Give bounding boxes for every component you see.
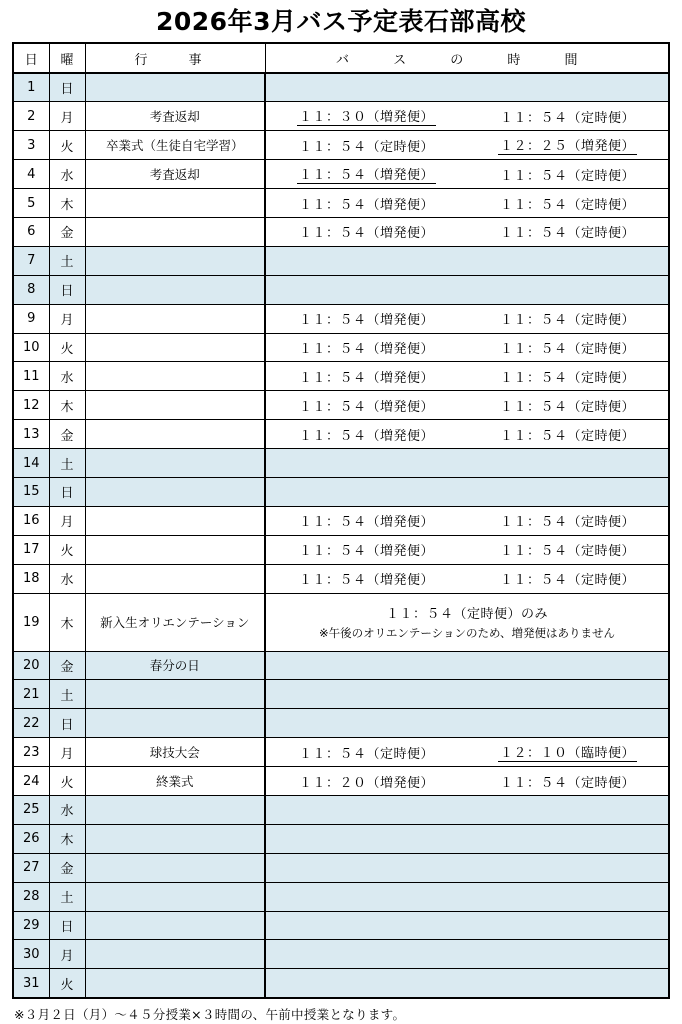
event-cell (85, 246, 265, 275)
bus-cell (265, 217, 669, 246)
weekday-cell: 月 (49, 506, 85, 535)
table-row (13, 535, 669, 564)
table-row (13, 160, 669, 189)
table-row (13, 102, 669, 131)
day-cell: 20 (13, 651, 49, 680)
day-cell: 1 (13, 73, 49, 102)
bus-time-first: １１：５４（増発便） (298, 515, 434, 531)
header-event: 行 事 (85, 43, 265, 73)
table-row (13, 969, 669, 998)
event-cell: 卒業式（生徒自宅学習） (85, 131, 265, 160)
weekday-cell: 火 (49, 131, 85, 160)
bus-cell (265, 882, 669, 911)
bus-time-first: １１：５４（定時便） (298, 139, 434, 155)
day-cell: 8 (13, 275, 49, 304)
bus-times (266, 164, 668, 184)
bus-time-second: １１：５４（定時便） (499, 226, 635, 242)
table-row (13, 333, 669, 362)
weekday-cell: 日 (49, 911, 85, 940)
bus-cell (265, 449, 669, 478)
bus-cell (265, 73, 669, 102)
bus-times (266, 540, 668, 559)
table-row (13, 217, 669, 246)
bus-times (266, 309, 668, 328)
bus-cell (265, 160, 669, 189)
table-row (13, 189, 669, 218)
event-cell (85, 969, 265, 998)
header-row (13, 43, 669, 73)
bus-time-first: １１：５４（増発便） (298, 313, 434, 329)
event-cell (85, 477, 265, 506)
event-cell: 考査返却 (85, 102, 265, 131)
bus-times (266, 425, 668, 444)
weekday-cell: 金 (49, 217, 85, 246)
day-cell: 25 (13, 795, 49, 824)
bus-cell (265, 477, 669, 506)
bus-cell (265, 506, 669, 535)
table-row (13, 767, 669, 796)
bus-cell (265, 767, 669, 796)
event-cell (85, 853, 265, 882)
bus-times (266, 772, 668, 791)
event-cell (85, 795, 265, 824)
bus-cell (265, 275, 669, 304)
bus-times (266, 135, 668, 155)
bus-cell (265, 102, 669, 131)
schedule-body (13, 73, 669, 998)
bus-time-second: １２：１０（臨時便） (498, 742, 637, 762)
weekday-cell: 日 (49, 477, 85, 506)
bus-cell (265, 246, 669, 275)
day-cell: 26 (13, 824, 49, 853)
table-row (13, 362, 669, 391)
bus-cell (265, 795, 669, 824)
bus-time-second: １１：５４（定時便） (499, 775, 635, 791)
bus-cell (265, 189, 669, 218)
table-row (13, 564, 669, 593)
bus-cell (265, 304, 669, 333)
weekday-cell: 月 (49, 304, 85, 333)
header-day: 日 (13, 43, 49, 73)
bus-time-first: １１：３０（増発便） (297, 106, 436, 126)
header-bus: バ ス の 時 間 (265, 43, 669, 73)
weekday-cell: 火 (49, 969, 85, 998)
weekday-cell: 木 (49, 824, 85, 853)
bus-time-second: １１：５４（定時便） (499, 515, 635, 531)
table-row (13, 709, 669, 738)
table-row (13, 73, 669, 102)
day-cell: 11 (13, 362, 49, 391)
weekday-cell: 土 (49, 680, 85, 709)
event-cell (85, 940, 265, 969)
weekday-cell: 日 (49, 73, 85, 102)
day-cell: 14 (13, 449, 49, 478)
bus-cell (265, 593, 669, 651)
day-cell: 23 (13, 738, 49, 767)
event-cell (85, 275, 265, 304)
event-cell (85, 882, 265, 911)
weekday-cell: 水 (49, 795, 85, 824)
weekday-cell: 土 (49, 882, 85, 911)
day-cell: 21 (13, 680, 49, 709)
table-row (13, 246, 669, 275)
bus-time-first: １１：５４（増発便） (298, 428, 434, 444)
weekday-cell: 月 (49, 102, 85, 131)
bus-time-first: １１：５４（増発便） (298, 370, 434, 386)
bus-cell (265, 131, 669, 160)
event-cell (85, 391, 265, 420)
day-cell: 10 (13, 333, 49, 362)
table-row (13, 304, 669, 333)
bus-cell (265, 969, 669, 998)
bus-time-second: １１：５４（定時便） (499, 370, 635, 386)
bus-time-first: １１：５４（増発便） (298, 573, 434, 589)
day-cell: 22 (13, 709, 49, 738)
bus-time-second: １１：５４（定時便） (499, 110, 635, 126)
event-cell: 終業式 (85, 767, 265, 796)
bus-time-second: １１：５４（定時便） (499, 341, 635, 357)
table-row (13, 911, 669, 940)
bus-cell (265, 680, 669, 709)
event-cell (85, 911, 265, 940)
bus-time-second: １２：２５（増発便） (498, 135, 637, 155)
table-row (13, 131, 669, 160)
bus-times (266, 367, 668, 386)
table-row (13, 449, 669, 478)
table-row (13, 420, 669, 449)
day-cell: 16 (13, 506, 49, 535)
bus-cell (265, 824, 669, 853)
bus-times (266, 106, 668, 126)
day-cell: 4 (13, 160, 49, 189)
table-row (13, 738, 669, 767)
table-row (13, 795, 669, 824)
table-row (13, 651, 669, 680)
bus-cell (265, 362, 669, 391)
weekday-cell: 日 (49, 709, 85, 738)
weekday-cell: 月 (49, 738, 85, 767)
event-cell (85, 535, 265, 564)
bus-time-first: １１：５４（増発便） (298, 197, 434, 213)
event-cell: 球技大会 (85, 738, 265, 767)
bus-cell (265, 651, 669, 680)
bus-times (266, 396, 668, 415)
bus-cell (265, 738, 669, 767)
bus-time-second: １１：５４（定時便） (499, 168, 635, 184)
bus-time-first: １１：５４（増発便） (297, 164, 436, 184)
weekday-cell: 土 (49, 246, 85, 275)
day-cell: 6 (13, 217, 49, 246)
weekday-cell: 火 (49, 535, 85, 564)
table-row (13, 506, 669, 535)
bus-times (266, 511, 668, 530)
weekday-cell: 日 (49, 275, 85, 304)
event-cell (85, 333, 265, 362)
bus-time-second: １１：５４（定時便） (499, 573, 635, 589)
event-cell (85, 506, 265, 535)
event-cell (85, 564, 265, 593)
event-cell (85, 449, 265, 478)
bus-cell (265, 911, 669, 940)
bus-time-second: １１：５４（定時便） (499, 544, 635, 560)
table-row (13, 882, 669, 911)
bus-time-first: １１：５４（定時便） (298, 746, 434, 762)
event-cell (85, 824, 265, 853)
day-cell: 12 (13, 391, 49, 420)
event-cell (85, 709, 265, 738)
bus-time-second: １１：５４（定時便） (499, 399, 635, 415)
bus-cell (265, 420, 669, 449)
weekday-cell: 金 (49, 651, 85, 680)
bus-time-second: １１：５４（定時便） (499, 313, 635, 329)
bus-time-first: １１：５４（増発便） (298, 226, 434, 242)
bus-times (266, 569, 668, 588)
day-cell: 17 (13, 535, 49, 564)
bus-time-first: １１：２０（増発便） (298, 775, 434, 791)
bus-time-second: １１：５４（定時便） (499, 197, 635, 213)
bus-cell (265, 709, 669, 738)
table-row (13, 680, 669, 709)
event-cell (85, 189, 265, 218)
event-cell: 新入生オリエンテーション (85, 593, 265, 651)
day-cell: 13 (13, 420, 49, 449)
day-cell: 15 (13, 477, 49, 506)
table-row (13, 593, 669, 651)
weekday-cell: 月 (49, 940, 85, 969)
day-cell: 31 (13, 969, 49, 998)
event-cell: 考査返却 (85, 160, 265, 189)
bus-time-first: １１：５４（増発便） (298, 399, 434, 415)
day-cell: 3 (13, 131, 49, 160)
day-cell: 28 (13, 882, 49, 911)
bus-cell (265, 333, 669, 362)
weekday-cell: 火 (49, 767, 85, 796)
table-row (13, 940, 669, 969)
footnote: ※３月２日（月）～４５分授業×３時間の、午前中授業となります。 (14, 1007, 406, 1022)
day-cell: 27 (13, 853, 49, 882)
weekday-cell: 火 (49, 333, 85, 362)
day-cell: 19 (13, 593, 49, 651)
event-cell (85, 420, 265, 449)
event-cell (85, 73, 265, 102)
bus-times (266, 742, 668, 762)
weekday-cell: 金 (49, 420, 85, 449)
page-title: 2026年3月バス予定表石部高校 (156, 7, 526, 36)
bus-note-main: １１：５４（定時便）のみ (385, 607, 548, 623)
table-row (13, 391, 669, 420)
bus-note-sub: ※午後のオリエンテーションのため、増発便はありません (319, 626, 615, 641)
weekday-cell: 木 (49, 593, 85, 651)
weekday-cell: 金 (49, 853, 85, 882)
bus-cell (265, 940, 669, 969)
event-cell (85, 304, 265, 333)
day-cell: 5 (13, 189, 49, 218)
day-cell: 2 (13, 102, 49, 131)
bus-time-first: １１：５４（増発便） (298, 341, 434, 357)
event-cell: 春分の日 (85, 651, 265, 680)
table-row (13, 853, 669, 882)
table-row (13, 477, 669, 506)
event-cell (85, 680, 265, 709)
weekday-cell: 木 (49, 391, 85, 420)
event-cell (85, 362, 265, 391)
day-cell: 24 (13, 767, 49, 796)
header-weekday: 曜 (49, 43, 85, 73)
day-cell: 7 (13, 246, 49, 275)
bus-schedule-table (12, 42, 670, 999)
day-cell: 30 (13, 940, 49, 969)
day-cell: 18 (13, 564, 49, 593)
event-cell (85, 217, 265, 246)
weekday-cell: 木 (49, 189, 85, 218)
weekday-cell: 水 (49, 362, 85, 391)
weekday-cell: 土 (49, 449, 85, 478)
bus-times (266, 194, 668, 213)
weekday-cell: 水 (49, 564, 85, 593)
bus-time-first: １１：５４（増発便） (298, 544, 434, 560)
table-row (13, 824, 669, 853)
day-cell: 9 (13, 304, 49, 333)
day-cell: 29 (13, 911, 49, 940)
table-row (13, 275, 669, 304)
bus-cell (265, 564, 669, 593)
bus-times (266, 222, 668, 241)
bus-cell (265, 391, 669, 420)
weekday-cell: 水 (49, 160, 85, 189)
bus-cell (265, 853, 669, 882)
bus-cell (265, 535, 669, 564)
bus-times (266, 338, 668, 357)
bus-time-second: １１：５４（定時便） (499, 428, 635, 444)
